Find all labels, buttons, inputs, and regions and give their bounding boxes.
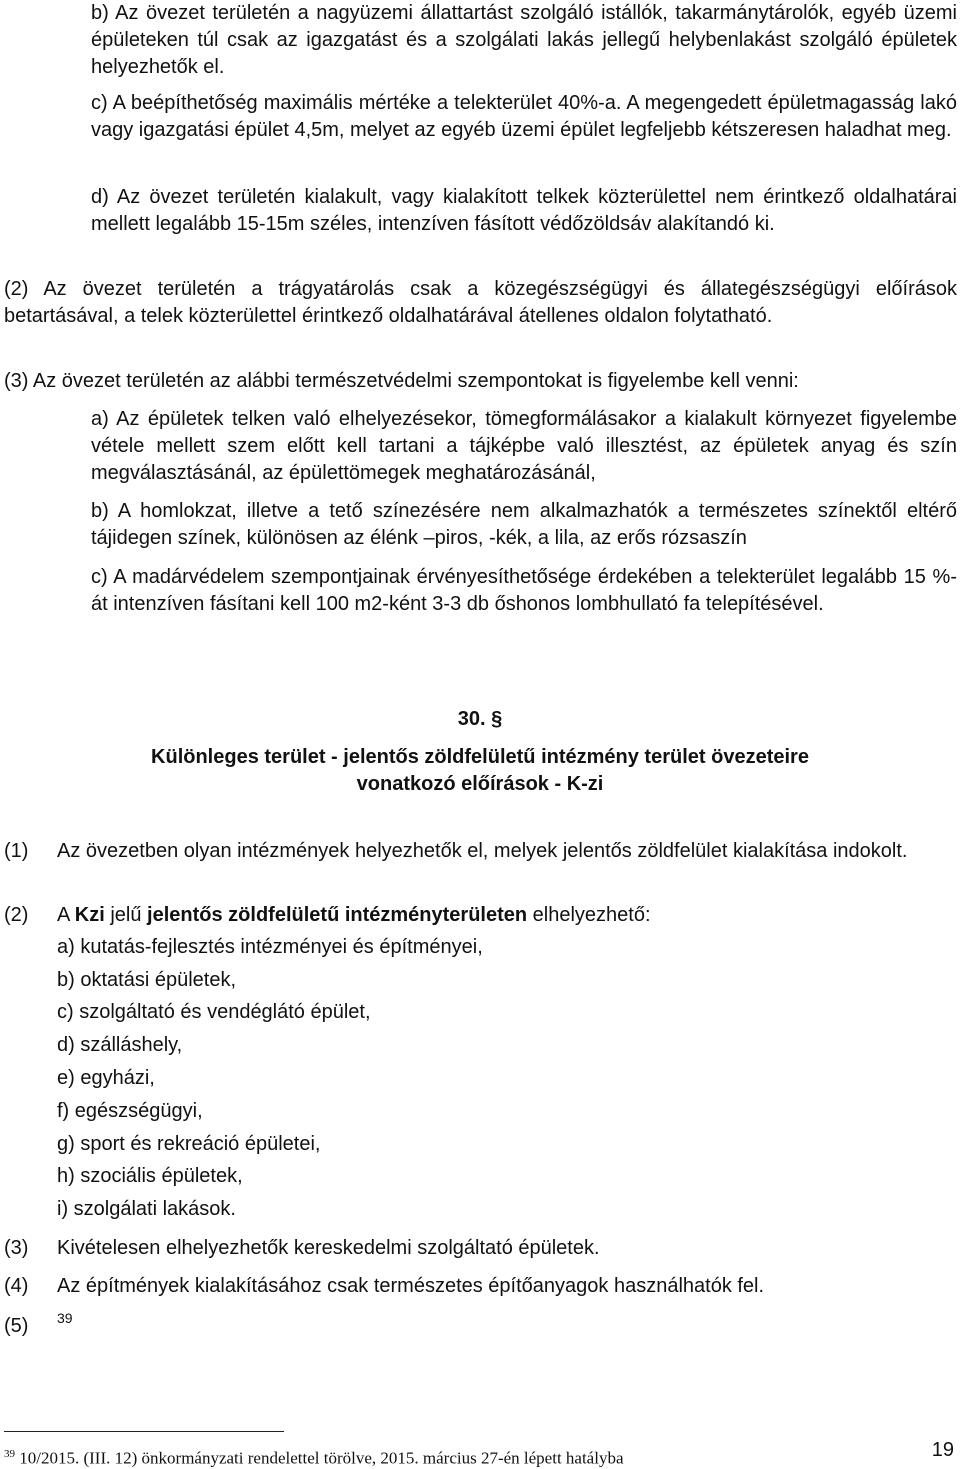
- section-2-code: Kzi: [74, 904, 105, 926]
- paragraph-1-d: d) Az övezet területén kialakult, vagy kialakított telkek közterülettel nem érintkező oldalhatárai mellett legalább 15-15m széles, intenzíven fásított védőzöldsáv alakítandó ki.: [91, 186, 957, 235]
- section-1-number: (1): [4, 840, 29, 862]
- section-4-number: (4): [4, 1275, 29, 1297]
- list-item: f) egészségügyi,: [57, 1100, 203, 1122]
- footnote-separator: [4, 1431, 284, 1432]
- paragraph-2: (2) Az övezet területén a trágyatárolás csak a közegészségügyi és állategészségügyi előírások betartásával, a telek közterülettel érintkező oldalhatárával átellenes oldalon folytatható.: [4, 278, 957, 327]
- list-item: e) egyházi,: [57, 1067, 155, 1089]
- section-5-number: (5): [4, 1315, 29, 1337]
- section-2-bold-term: jelentős zöldfelületű intézményterületen: [147, 904, 528, 926]
- footnote-reference[interactable]: 39: [57, 1310, 73, 1326]
- section-3-text: Kivételesen elhelyezhetők kereskedelmi szolgáltató épületek.: [57, 1237, 600, 1259]
- paragraph-3-a: a) Az épületek telken való elhelyezésekor, tömegformálásakor a kialakult környezet figyelembe vétele mellett szem előtt kell tartani a tájképbe való illesztést, az épületek anyag és szín megválasztásánál, az épülettömegek meghatározásánál,: [91, 408, 957, 484]
- section-number: 30. §: [457, 708, 503, 730]
- footnote-text: 10/2015. (III. 12) önkormányzati rendelettel törölve, 2015. március 27-én lépett hatályba: [15, 1448, 624, 1468]
- paragraph-3: (3) Az övezet területén az alábbi természetvédelmi szempontokat is figyelembe kell venni:: [4, 370, 799, 392]
- section-3-number: (3): [4, 1237, 29, 1259]
- section-2-text: [57, 902, 957, 929]
- paragraph-1-b: b) Az övezet területén a nagyüzemi állattartást szolgáló istállók, takarmánytárolók, egyéb üzemi épületeken túl csak az igazgatást és a szolgálati lakás jellegű helybenlakást szolgáló épületek helyezhetők el.: [91, 2, 957, 78]
- paragraph-3-b: b) A homlokzat, illetve a tető színezésére nem alkalmazhatók a természetes színektől eltérő tájidegen színek, különösen az élénk –piros, -kék, a lila, az erős rózsaszín: [91, 500, 957, 549]
- section-2-number: (2): [4, 904, 29, 926]
- paragraph-3-c: c) A madárvédelem szempontjainak érvényesíthetősége érdekében a telekterület legalább 15 %-át intenzíven fásítani kell 100 m2-ként 3-3 db őshonos lombhullató fa telepítésével.: [91, 566, 957, 615]
- section-2-post: elhelyezhető:: [527, 904, 651, 926]
- section-4-text: Az építmények kialakításához csak természetes építőanyagok használhatók fel.: [57, 1275, 765, 1297]
- list-item: h) szociális épületek,: [57, 1165, 243, 1187]
- page-number: 19: [931, 1439, 954, 1461]
- footnote-mark: 39: [4, 1448, 15, 1460]
- footnote: [4, 1444, 624, 1469]
- list-item: c) szolgáltató és vendéglátó épület,: [57, 1001, 371, 1023]
- paragraph-1-c: c) A beépíthetőség maximális mértéke a telekterület 40%-a. A megengedett épületmagasság lakó vagy igazgatási épület 4,5m, melyet az egyéb üzemi épület legfeljebb kétszeresen haladhat meg.: [91, 92, 957, 141]
- list-item: a) kutatás-fejlesztés intézményei és építményei,: [57, 936, 483, 958]
- section-2-mid: jelű: [104, 904, 148, 926]
- list-item: i) szolgálati lakások.: [57, 1198, 236, 1220]
- list-item: b) oktatási épületek,: [57, 969, 236, 991]
- section-title-line-1: Különleges terület - jelentős zöldfelületű intézmény terület övezeteire: [151, 746, 809, 768]
- list-item: g) sport és rekreáció épületei,: [57, 1133, 321, 1155]
- section-2-pre: A: [57, 904, 75, 926]
- section-1-text: Az övezetben olyan intézmények helyezhetők el, melyek jelentős zöldfelület kialakítása indokolt.: [57, 840, 908, 862]
- list-item: d) szálláshely,: [57, 1034, 183, 1056]
- section-title-line-2: vonatkozó előírások - K-zi: [356, 773, 604, 795]
